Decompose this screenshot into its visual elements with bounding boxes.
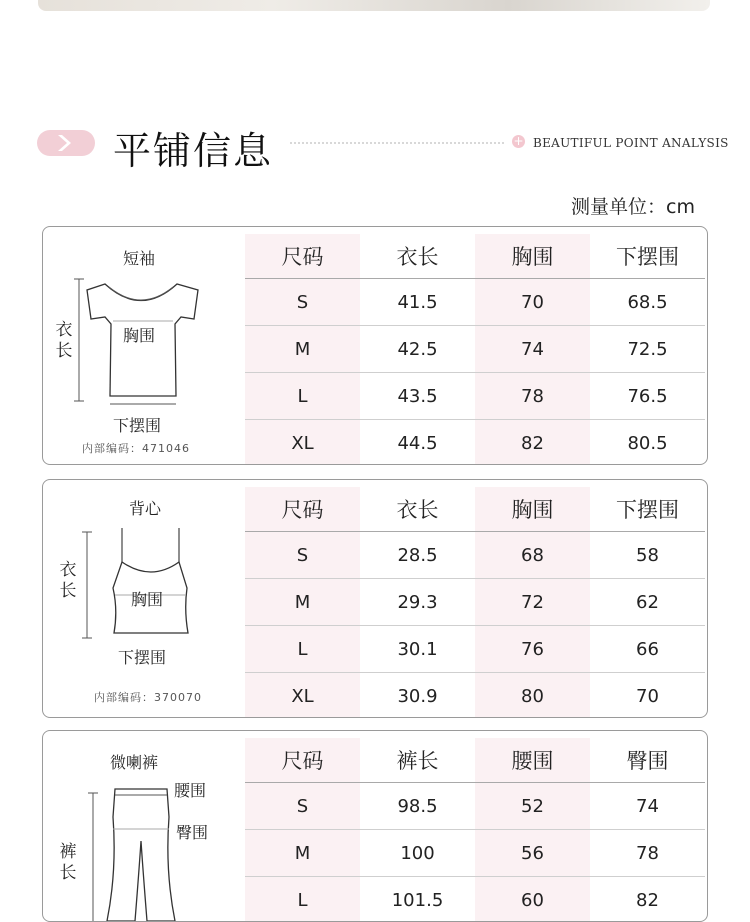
table-cell: 76 [475,626,590,673]
size-card-pants [42,730,708,922]
table-cell: 60 [475,877,590,922]
plus-icon: + [512,135,525,148]
table-row [245,373,705,420]
header-cell: 臀围 [590,738,705,783]
chevron-right-icon [54,133,76,153]
garment-name: 背心 [129,496,161,519]
table-cell: 58 [590,532,705,579]
table-cell: 30.9 [360,673,475,719]
length-label: 裤长 [58,842,78,884]
header-cell: 尺码 [245,234,360,279]
table-cell: 30.1 [360,626,475,673]
table-cell: 100 [360,830,475,877]
table-row [245,626,705,673]
table-cell: 78 [590,830,705,877]
table-cell: 101.5 [360,877,475,922]
table-cell: M [245,830,360,877]
header-cell: 尺码 [245,487,360,532]
table-cell: 78 [475,373,590,420]
table-cell: 98.5 [360,783,475,830]
table-cell: 70 [475,279,590,326]
garment-name: 短袖 [123,246,155,269]
length-label: 衣长 [58,560,78,602]
table-cell: 82 [475,420,590,466]
table-cell: 68 [475,532,590,579]
header-cell: 裤长 [360,738,475,783]
table-cell: 74 [590,783,705,830]
garment-name: 微喇裤 [110,750,158,773]
header-cell: 衣长 [360,234,475,279]
header-cell: 胸围 [475,234,590,279]
dotted-divider [290,142,504,144]
size-card-tshirt [42,226,708,465]
table-cell: M [245,579,360,626]
tshirt-sketch [43,227,243,464]
size-table [245,487,705,718]
table-cell: M [245,326,360,373]
table-header-row [245,738,705,783]
table-cell: 70 [590,673,705,719]
table-cell: S [245,783,360,830]
table-cell: 80 [475,673,590,719]
table-row [245,830,705,877]
table-row [245,673,705,719]
table-cell: XL [245,673,360,719]
table-cell: 80.5 [590,420,705,466]
table-cell: 41.5 [360,279,475,326]
table-cell: 72 [475,579,590,626]
table-row [245,326,705,373]
header-cell: 腰围 [475,738,590,783]
table-cell: 82 [590,877,705,922]
vest-sketch [43,480,243,717]
hem-label: 下摆围 [118,645,166,668]
hip-label: 臀围 [176,820,208,843]
table-cell: 62 [590,579,705,626]
hem-label: 下摆围 [113,413,161,436]
table-cell: XL [245,420,360,466]
table-cell: 56 [475,830,590,877]
table-cell: S [245,279,360,326]
chest-label: 胸围 [123,323,155,346]
table-cell: 28.5 [360,532,475,579]
size-card-vest [42,479,708,718]
table-header-row [245,487,705,532]
table-header-row [245,234,705,279]
section-subtitle: BEAUTIFUL POINT ANALYSIS [533,136,729,150]
table-cell: 43.5 [360,373,475,420]
table-cell: 52 [475,783,590,830]
table-cell: 76.5 [590,373,705,420]
table-cell: 68.5 [590,279,705,326]
table-cell: 29.3 [360,579,475,626]
internal-code: 内部编码：370070 [94,689,202,705]
table-cell: 72.5 [590,326,705,373]
measurement-unit: 测量单位：cm [571,192,695,219]
table-row [245,579,705,626]
table-cell: 42.5 [360,326,475,373]
section-title: 平铺信息 [113,120,273,175]
size-table [245,234,705,465]
internal-code: 内部编码：471046 [82,440,190,456]
table-cell: L [245,877,360,922]
section-pill [37,130,95,156]
table-cell: L [245,626,360,673]
pants-outline-icon [43,731,243,921]
table-row [245,420,705,466]
header-cell: 下摆围 [590,234,705,279]
header-cell: 尺码 [245,738,360,783]
table-cell: 66 [590,626,705,673]
table-cell: 74 [475,326,590,373]
product-photo-bottom-edge [38,0,710,11]
waist-label: 腰围 [174,778,206,801]
header-cell: 衣长 [360,487,475,532]
table-row [245,279,705,326]
table-row [245,532,705,579]
pants-sketch [43,731,243,921]
table-cell: 44.5 [360,420,475,466]
section-header [0,118,750,170]
table-cell: L [245,373,360,420]
table-cell: S [245,532,360,579]
header-cell: 胸围 [475,487,590,532]
chest-label: 胸围 [131,587,163,610]
length-label: 衣长 [54,320,74,362]
table-row [245,877,705,922]
size-table [245,738,705,922]
table-row [245,783,705,830]
header-cell: 下摆围 [590,487,705,532]
